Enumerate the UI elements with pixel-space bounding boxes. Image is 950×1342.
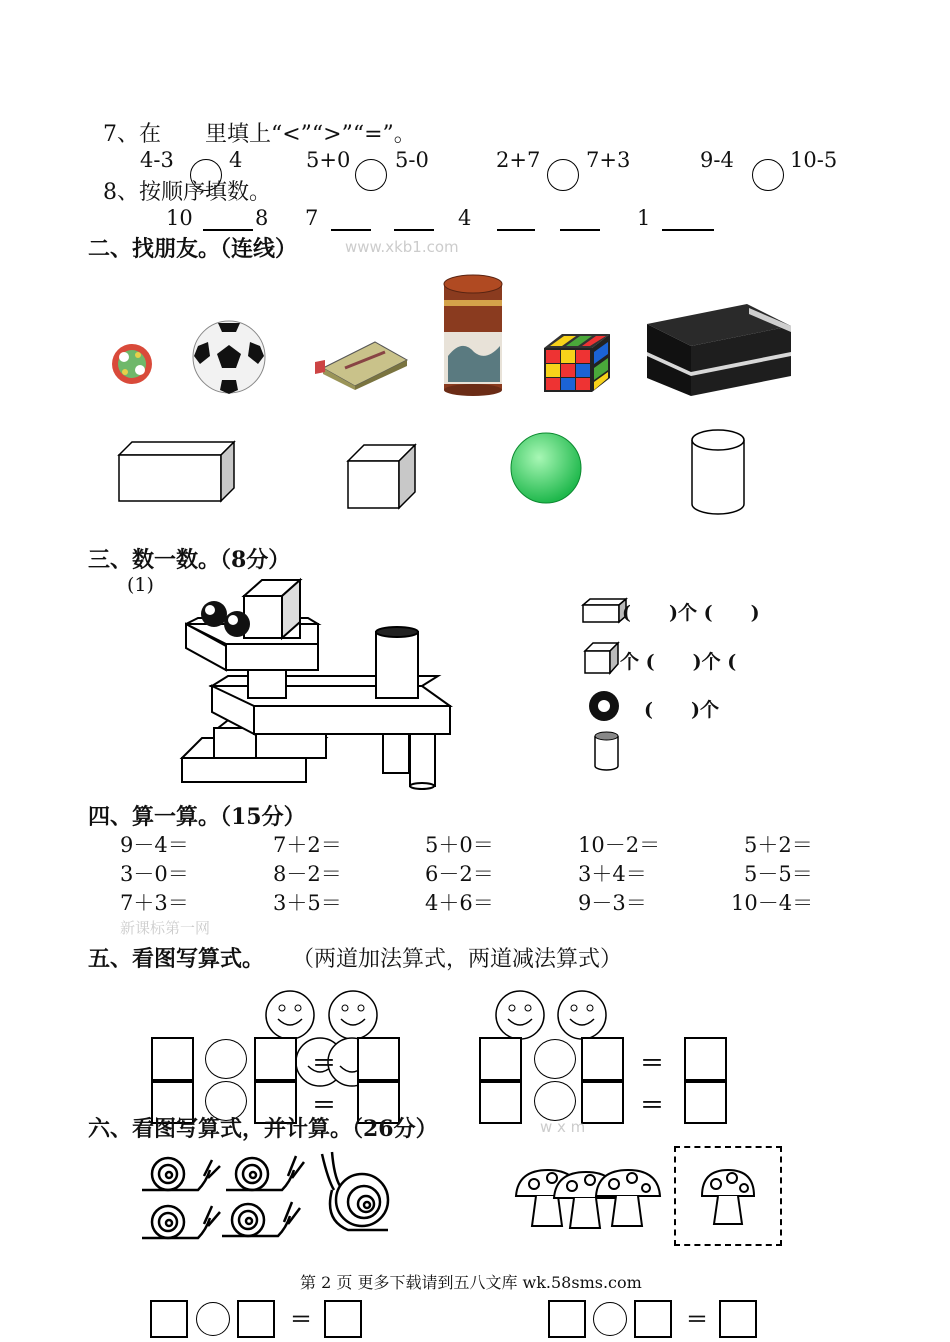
calc-item[interactable]: 8－2＝ [273, 862, 342, 886]
answer-box[interactable] [357, 1037, 400, 1081]
fill-blank[interactable] [394, 229, 434, 231]
cube-shape[interactable] [347, 444, 417, 510]
q7-item-1-right: 4 [229, 148, 243, 172]
equals-sign: ＝ [312, 1048, 336, 1077]
tea-tin-image[interactable] [442, 272, 504, 396]
cylinder-icon [594, 731, 620, 771]
compare-circle[interactable] [547, 159, 579, 191]
answer-box[interactable] [150, 1300, 188, 1338]
calc-item[interactable]: 5＋0＝ [425, 833, 494, 857]
fill-blank[interactable] [662, 229, 714, 231]
section-6-title: 六、看图写算式，并计算。（26分） [88, 1116, 438, 1142]
smiley-face-icon [494, 989, 546, 1041]
calc-item[interactable]: 4＋6＝ [425, 891, 494, 915]
answer-box[interactable] [581, 1081, 624, 1124]
answer-box[interactable] [479, 1037, 522, 1081]
equals-sign: ＝ [640, 1048, 664, 1077]
smiley-face-icon [327, 989, 379, 1041]
section-5-title: 五、看图写算式。 [88, 946, 265, 972]
q7-item-2-right: 5-0 [395, 148, 429, 172]
equals-sign: ＝ [312, 1090, 336, 1119]
calc-item[interactable]: 3＋4＝ [578, 862, 647, 886]
q8-num-8: 8 [255, 206, 269, 230]
snails-group-image [138, 1148, 306, 1248]
single-snail-image [318, 1150, 392, 1236]
page-footer: 第 2 页 更多下载请到五八文库 wk.58sms.com [300, 1273, 642, 1292]
compare-circle[interactable] [355, 159, 387, 191]
count-row-3[interactable]: ( )个 [644, 699, 719, 721]
equals-sign: ＝ [686, 1307, 709, 1333]
calc-item[interactable]: 7＋2＝ [273, 833, 342, 857]
q8-num-1: 1 [637, 206, 651, 230]
calc-item[interactable]: 10－4＝ [731, 891, 814, 915]
rubiks-cube-image[interactable] [540, 330, 612, 394]
count-row-1[interactable]: ( )个 ( ) [622, 602, 760, 624]
sphere-shape[interactable] [509, 431, 583, 505]
smiley-face-icon [264, 989, 316, 1041]
q8-num-7: 7 [305, 206, 319, 230]
calc-item[interactable]: 9－3＝ [578, 891, 647, 915]
calc-item[interactable]: 9－4＝ [120, 833, 189, 857]
calc-item[interactable]: 3－0＝ [120, 862, 189, 886]
cube-icon [584, 642, 620, 674]
equals-sign: ＝ [640, 1090, 664, 1119]
count-row-2[interactable]: 个 ( )个 ( [620, 651, 737, 673]
calc-item[interactable]: 6－2＝ [425, 862, 494, 886]
calc-item[interactable]: 5＋2＝ [744, 833, 813, 857]
q7-title: 7、在 里填上“<”“>”“=”。 [103, 122, 416, 147]
operator-circle[interactable] [205, 1039, 247, 1079]
block-figure [178, 578, 458, 790]
compare-circle[interactable] [752, 159, 784, 191]
section-3-sub: (1) [127, 574, 154, 596]
answer-box[interactable] [719, 1300, 757, 1338]
q7-item-3-right: 7+3 [586, 148, 631, 172]
operator-circle[interactable] [593, 1302, 627, 1336]
calc-item[interactable]: 10－2＝ [578, 833, 661, 857]
fill-blank[interactable] [497, 229, 535, 231]
answer-box[interactable] [151, 1037, 194, 1081]
matchbox-image[interactable] [315, 338, 409, 390]
mushrooms-group-image [514, 1166, 664, 1232]
q7-item-4-left: 9-4 [700, 148, 734, 172]
watermark: 新课标第一网 [120, 919, 211, 937]
watermark: w x m [540, 1118, 586, 1136]
section-3-title: 三、数一数。（8分） [88, 547, 291, 573]
answer-box[interactable] [324, 1300, 362, 1338]
q8-num-10: 10 [166, 206, 193, 230]
section-2-title: 二、找朋友。（连线） [88, 236, 298, 262]
operator-circle[interactable] [534, 1039, 576, 1079]
q8-title: 8、按顺序填数。 [103, 180, 271, 205]
q7-item-3-left: 2+7 [496, 148, 541, 172]
smiley-face-icon [556, 989, 608, 1041]
answer-box[interactable] [548, 1300, 586, 1338]
equals-sign: ＝ [290, 1307, 313, 1333]
section-4-title: 四、算一算。（15分） [88, 804, 306, 830]
q7-item-4-right: 10-5 [790, 148, 838, 172]
shoebox-image[interactable] [645, 302, 793, 398]
q7-item-1-left: 4-3 [140, 148, 174, 172]
cuboid-shape[interactable] [118, 441, 236, 503]
soccer-ball-image[interactable] [190, 320, 270, 396]
cylinder-shape[interactable] [690, 428, 746, 518]
fill-blank[interactable] [331, 229, 371, 231]
calc-item[interactable]: 3＋5＝ [273, 891, 342, 915]
operator-circle[interactable] [534, 1081, 576, 1121]
watermark: www.xkb1.com [345, 238, 459, 256]
q8-num-4: 4 [458, 206, 472, 230]
answer-box[interactable] [479, 1081, 522, 1124]
fill-blank[interactable] [203, 229, 253, 231]
section-5-note: （两道加法算式，两道减法算式） [292, 947, 623, 972]
ball-icon [588, 690, 620, 722]
calc-item[interactable]: 5－5＝ [744, 862, 813, 886]
answer-box[interactable] [254, 1037, 297, 1081]
q7-item-2-left: 5+0 [306, 148, 351, 172]
answer-box[interactable] [684, 1037, 727, 1081]
answer-box[interactable] [684, 1081, 727, 1124]
mushroom-icon [700, 1166, 756, 1228]
fill-blank[interactable] [560, 229, 600, 231]
small-ball-image[interactable] [110, 343, 156, 385]
answer-box[interactable] [634, 1300, 672, 1338]
answer-box[interactable] [581, 1037, 624, 1081]
answer-box[interactable] [237, 1300, 275, 1338]
operator-circle[interactable] [196, 1302, 230, 1336]
calc-item[interactable]: 7＋3＝ [120, 891, 189, 915]
